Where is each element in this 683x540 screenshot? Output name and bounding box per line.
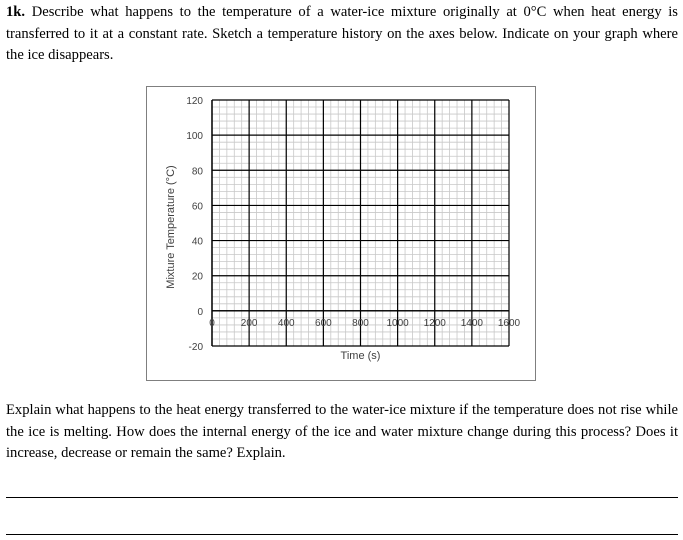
y-axis-label: Mixture Temperature (°C) <box>165 165 177 289</box>
x-tick-label: 1400 <box>460 317 483 329</box>
x-tick-label: 200 <box>240 317 258 329</box>
answer-line[interactable] <box>6 534 678 535</box>
question-number: 1k. <box>6 4 26 20</box>
x-tick-labels <box>209 318 520 329</box>
chart-canvas[interactable] <box>146 86 536 381</box>
y-tick-label: 20 <box>191 271 203 283</box>
x-tick-label: 800 <box>352 317 369 329</box>
x-tick-label: 1600 <box>497 317 521 329</box>
x-tick-label: 600 <box>315 317 332 329</box>
explain-prompt: Explain what happens to the heat energy transferred to the water-ice mixture if the temperature does not rise while the ice is melting. How does the internal energy of the ice and water mixture change during this process? Does it increase, decrease or remain the same? Explain. <box>6 402 678 461</box>
y-tick-label: 120 <box>186 96 203 107</box>
y-tick-label: 100 <box>186 131 203 143</box>
x-tick-label: 1200 <box>423 317 446 329</box>
y-tick-label: 80 <box>191 166 203 178</box>
question-text <box>6 2 678 67</box>
x-tick-label: 0 <box>209 317 215 329</box>
answer-line[interactable] <box>6 497 678 498</box>
x-tick-label: 400 <box>277 317 295 329</box>
x-tick-label: 1000 <box>386 317 409 329</box>
question-body: Describe what happens to the temperature of a water-ice mixture originally at 0°C when heat energy is transferred to it at a constant rate. Sketch a temperature history on the axes below. Indicate on your graph where the ice disappears. <box>6 4 678 63</box>
y-tick-label: -20 <box>188 342 203 353</box>
y-tick-label: 60 <box>191 201 203 213</box>
y-tick-label: 0 <box>197 306 203 318</box>
temperature-chart <box>146 86 536 381</box>
x-axis-label: Time (s) <box>340 350 381 362</box>
y-tick-label: 40 <box>191 236 203 248</box>
